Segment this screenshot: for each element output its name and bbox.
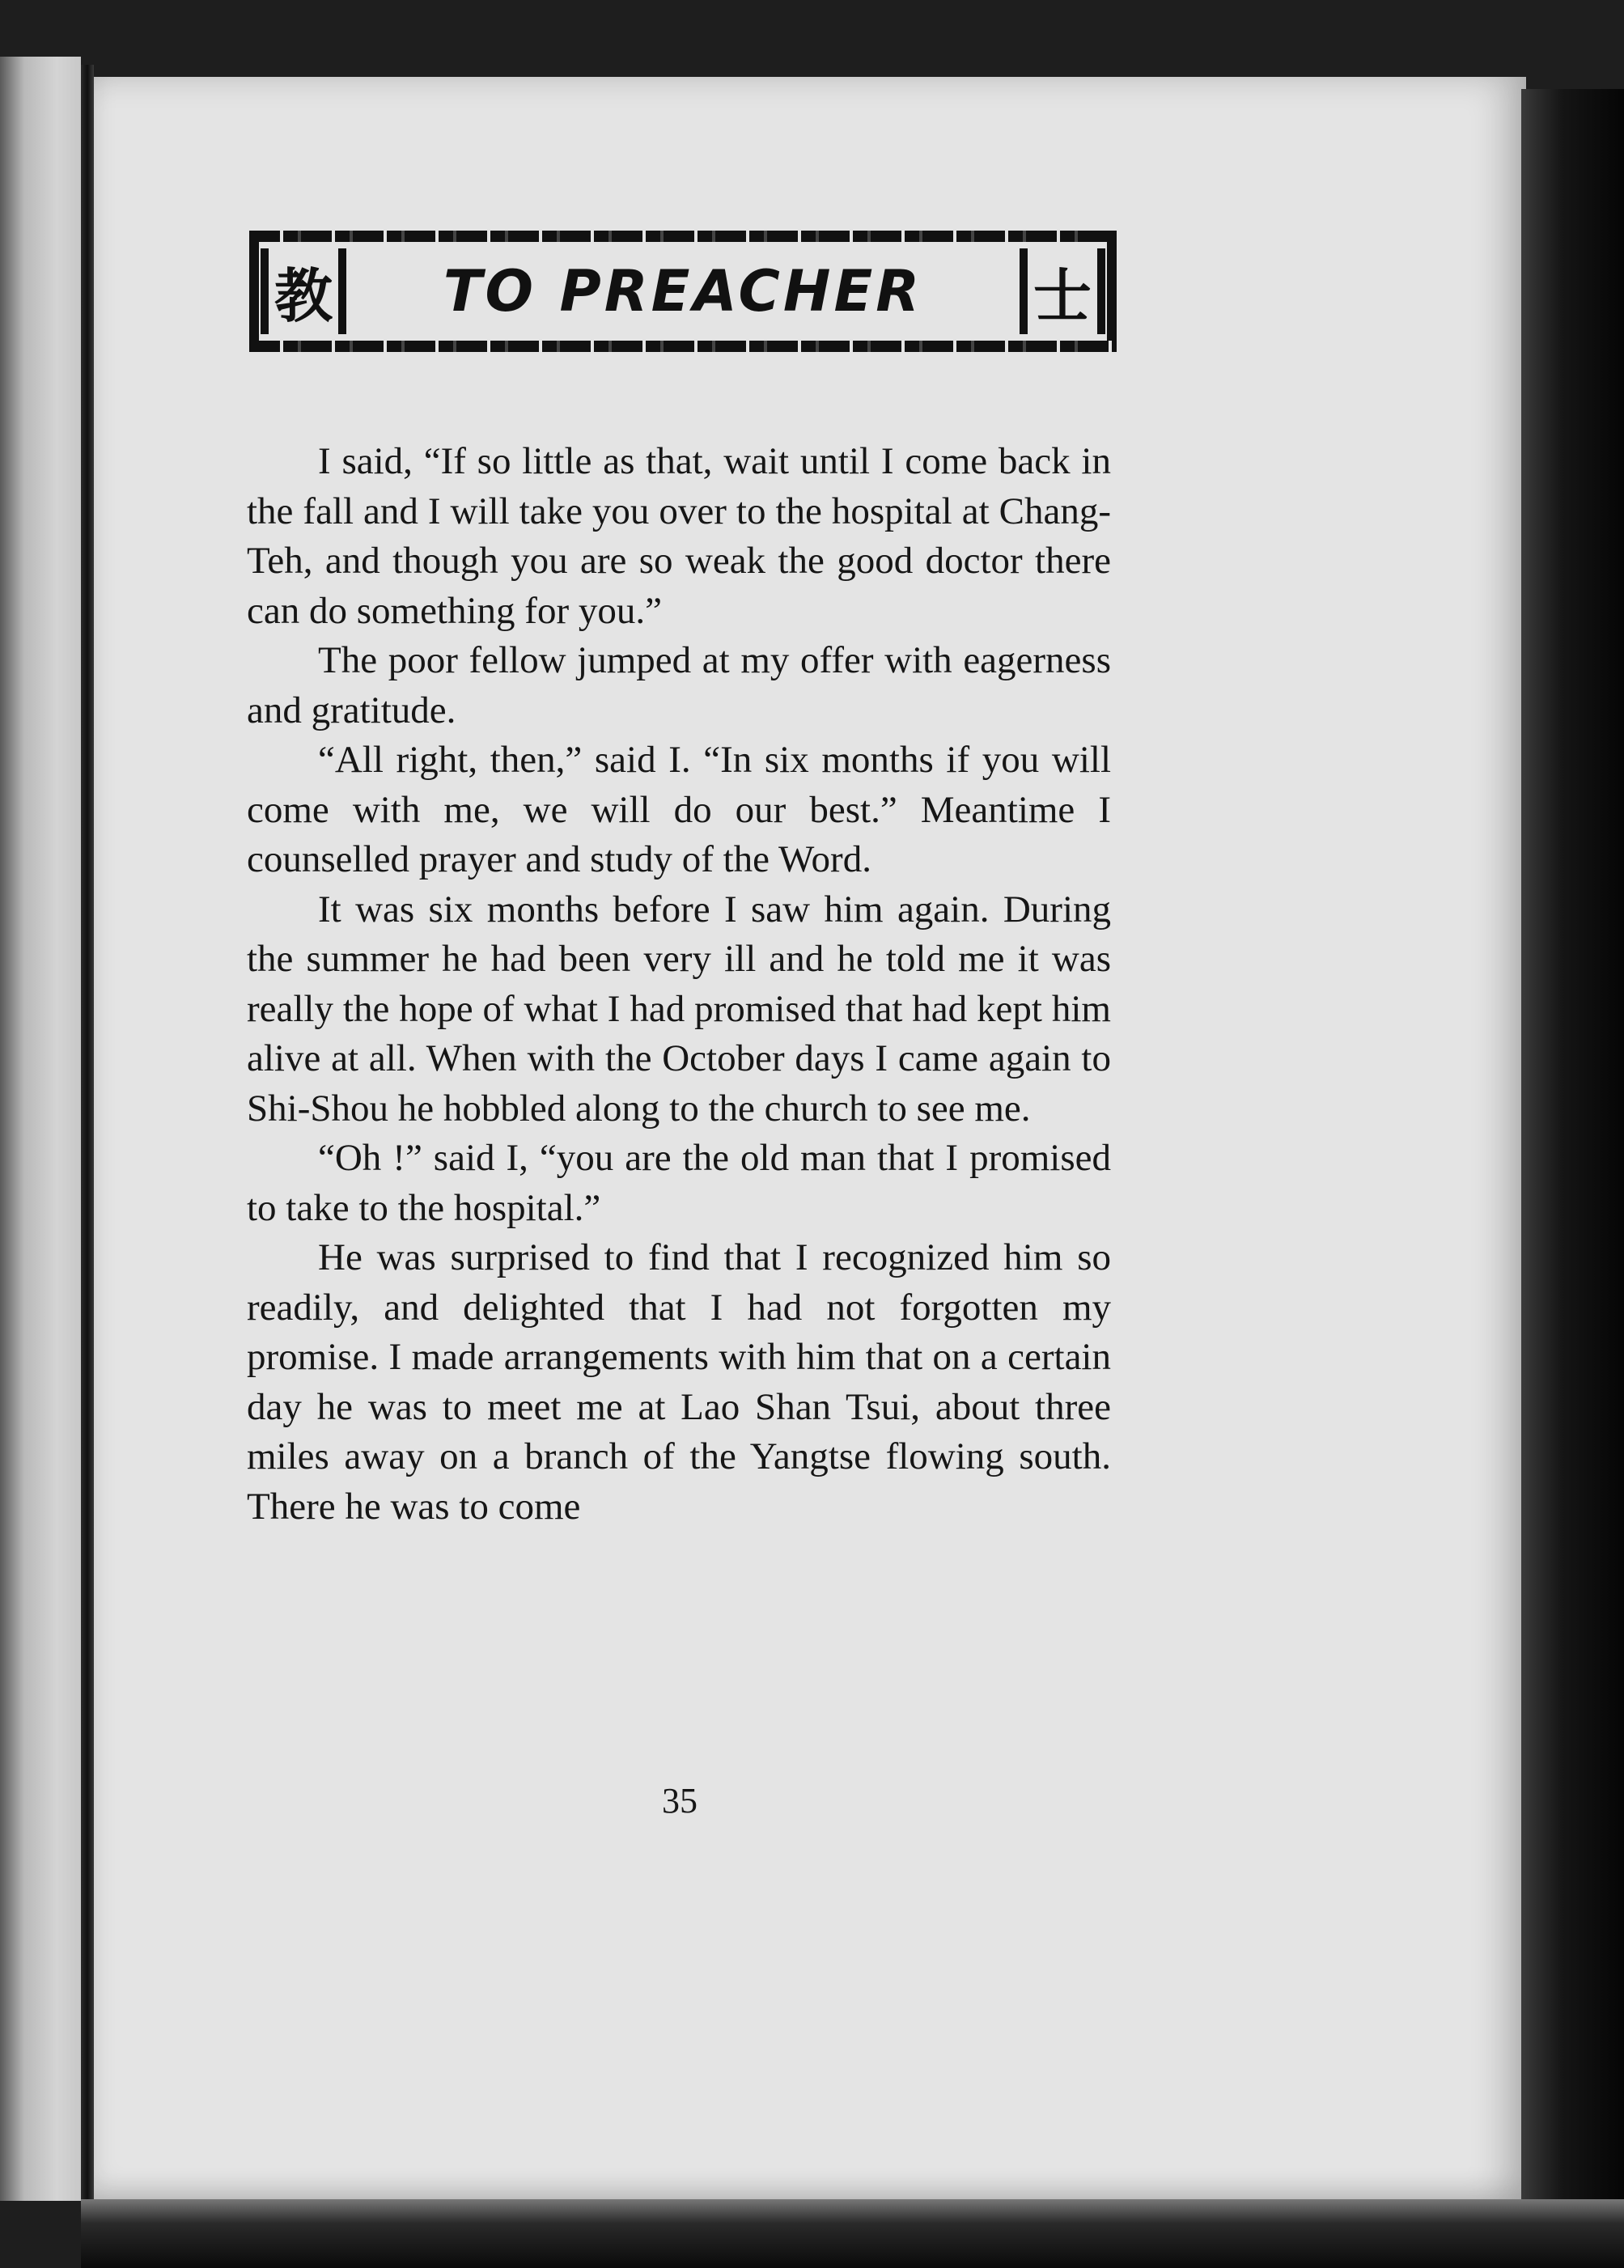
header-chinese-char-right: 士 (1020, 248, 1105, 334)
facing-page-edge (0, 57, 81, 2201)
page-edges-bottom (81, 2199, 1624, 2268)
banner-frame-bottom (249, 341, 1117, 352)
chapter-title: TO PREACHER (443, 258, 923, 324)
banner-post-right (1107, 231, 1117, 352)
page-number: 35 (662, 1781, 698, 1821)
paragraph: I said, “If so little as that, wait until I come back in the fall and I will take you over to the hospital at Chang-Teh, and though you are so weak the good doctor there can do something for you.” (247, 440, 1111, 632)
banner-post-left (249, 231, 259, 352)
paragraph: The poor fellow jumped at my offer with eagerness and gratitude. (247, 639, 1111, 731)
page-edges-right (1521, 89, 1624, 2241)
paragraph: It was six months before I saw him again. During the summer he had been very ill and he told me it was really the hope of what I had promised that had kept him alive at all. When with the October days I came again to Shi-Shou he hobbled along to the church to see me. (247, 888, 1111, 1130)
paragraph: “All right, then,” said I. “In six months if you will come with me, we will do our best.” Meantime I counselled prayer and study of the Word. (247, 739, 1111, 880)
header-chinese-char-left: 教 (261, 248, 346, 334)
book-gutter (81, 65, 94, 2201)
chapter-header-banner (249, 231, 1117, 352)
body-text (247, 437, 1111, 1532)
paragraph: He was surprised to find that I recognized him so readily, and delighted that I had not forgotten my promise. I made arrangements with him that on a certain day he was to meet me at Lao Shan Tsui, about three miles away on a branch of the Yangtse flowing south. There he was to come (247, 1236, 1111, 1528)
banner-frame-top (249, 231, 1117, 242)
paragraph: “Oh !” said I, “you are the old man that I promised to take to the hospital.” (247, 1137, 1111, 1229)
